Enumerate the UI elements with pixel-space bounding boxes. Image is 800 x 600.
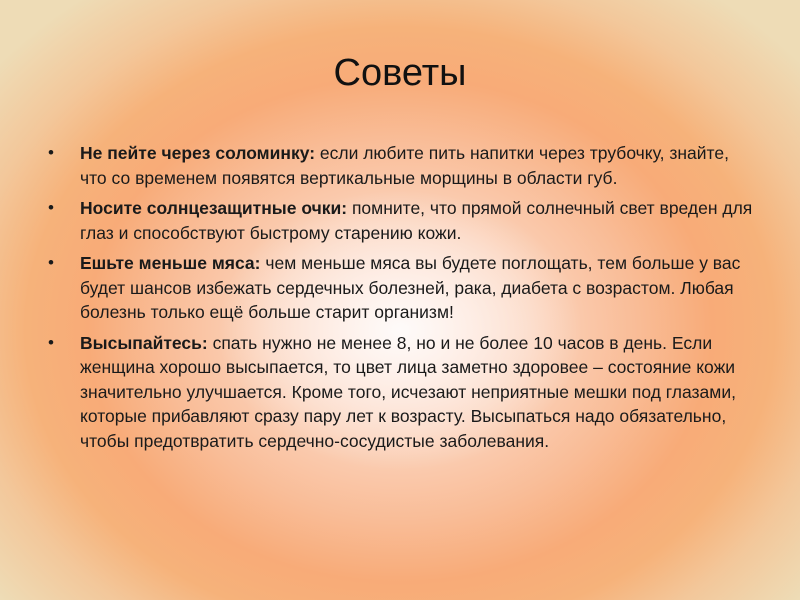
bullet-icon: •: [48, 198, 54, 217]
tip-heading: Ешьте меньше мяса:: [80, 253, 261, 273]
bullet-icon: •: [48, 332, 54, 352]
tip-heading: Носите солнцезащитные очки:: [80, 198, 348, 218]
tip-item-less-meat: [48, 251, 760, 325]
tip-item-sunglasses: [48, 196, 760, 245]
tip-item-sleep: [48, 331, 760, 454]
bullet-icon: •: [48, 143, 54, 162]
tip-text: если любите пить напитки через трубочку, знайте, что со временем появятся вертикальные морщины в области губ.: [80, 143, 729, 188]
tip-text: помните, что прямой солнечный свет вреден для глаз и способствуют быстрому старению кожи.: [80, 198, 753, 243]
tip-heading: Высыпайтесь:: [80, 332, 208, 353]
tip-item-straw: [48, 141, 760, 190]
slide-title: Советы: [333, 52, 467, 94]
tip-text: чем меньше мяса вы будете поглощать, тем больше у вас будет шансов избежать сердечных болезней, рака, диабета с возрастом. Любая болезнь только ещё больше старит организм!: [80, 253, 741, 322]
tips-list: [48, 141, 760, 459]
bullet-icon: •: [48, 253, 54, 272]
tip-heading: Не пейте через соломинку:: [80, 143, 316, 163]
tip-text: спать нужно не менее 8, но и не более 10 часов в день. Если женщина хорошо высыпается, то цвет лица заметно здоровее – состояние кожи значительно улучшается. Кроме того, исчезают неприятные мешки под глазами, которые прибавляют сразу пару лет к возрасту. Высыпаться надо обязательно, чтобы предотвратить сердечно-сосудистые заболевания.: [80, 332, 736, 451]
